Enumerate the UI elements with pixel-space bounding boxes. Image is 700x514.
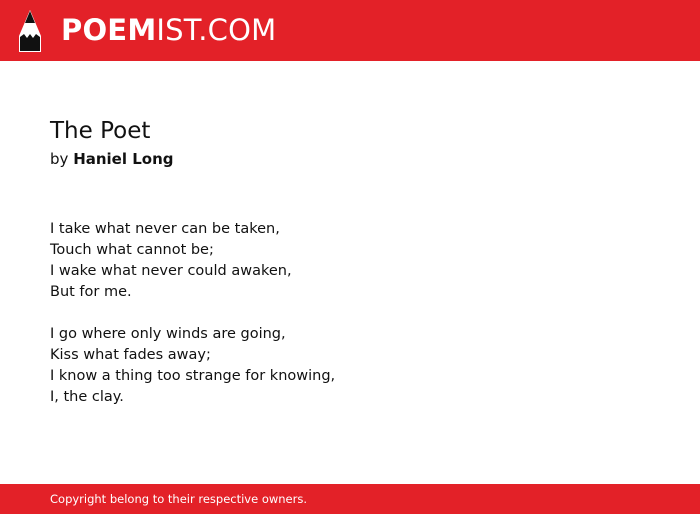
stanza — [50, 324, 650, 408]
poem-body — [50, 219, 650, 408]
wordmark-bold: POEM — [61, 13, 157, 47]
poem-line: Touch what cannot be; — [50, 242, 214, 258]
poem-line: Kiss what fades away; — [50, 347, 211, 363]
poem-line: But for me. — [50, 284, 132, 300]
wordmark-light: IST.COM — [156, 13, 277, 47]
poem-line: I go where only winds are going, — [50, 326, 286, 342]
poem-line: I take what never can be taken, — [50, 221, 280, 237]
site-footer — [0, 484, 700, 514]
poem-line: I know a thing too strange for knowing, — [50, 368, 336, 384]
site-logo-link[interactable] — [0, 0, 276, 61]
poem-title: The Poet — [50, 118, 151, 144]
stanza — [50, 219, 650, 303]
poem-byline — [50, 149, 650, 169]
poem-line: I, the clay. — [50, 389, 124, 405]
poem-content — [50, 117, 650, 429]
poem-line: I wake what never could awaken, — [50, 263, 292, 279]
copyright-text: Copyright belong to their respective owners. — [50, 492, 308, 506]
site-header — [0, 0, 700, 61]
site-wordmark — [61, 13, 277, 47]
pencil-icon — [17, 10, 43, 52]
byline-prefix: by — [50, 150, 69, 168]
author-link[interactable]: Haniel Long — [73, 150, 174, 168]
